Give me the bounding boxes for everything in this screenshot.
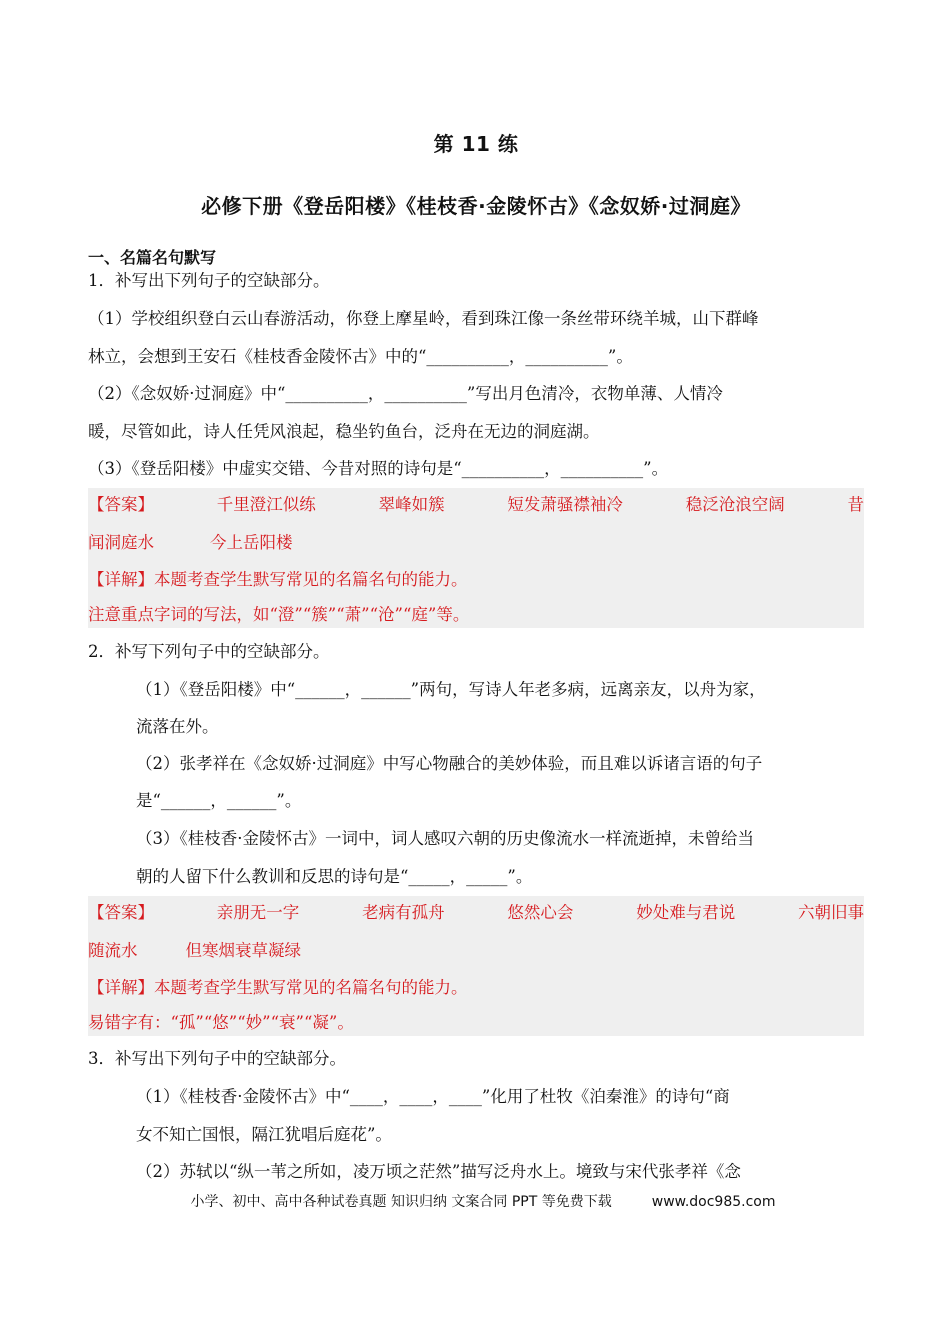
answer-item: 妙处难与君说 [636,903,736,922]
answer-box-2 [88,896,864,1036]
question-3-part-1-cont: 女不知亡国恨，隔江犹唱后庭花”。 [136,1125,392,1144]
question-2-part-2-cont: 是“______，______”。 [136,791,302,810]
detail-label: 【详解】 [88,570,154,589]
detail-label: 【详解】 [88,978,154,997]
answer-item: 翠峰如簇 [378,495,445,514]
answer-item: 今上岳阳楼 [210,533,293,552]
detail-row [88,977,864,999]
detail-text: 本题考查学生默写常见的名篇名句的能力。 [154,978,468,997]
answer-item: 老病有孤舟 [362,903,445,922]
answer-item: 稳泛沧浪空阔 [685,495,785,514]
answer-item: 千里澄江似练 [216,495,316,514]
question-3-part-2: （2）苏轼以“纵一苇之所如，凌万顷之茫然”描写泛舟水上。境致与宋代张孝祥《念 [136,1162,741,1181]
page-footer [88,1191,878,1211]
answer-item: 但寒烟衰草凝绿 [185,941,301,960]
page-subtitle: 必修下册《登岳阳楼》《桂枝香·金陵怀古》《念奴娇·过洞庭》 [201,194,751,218]
detail-note: 注意重点字词的写法，如“澄”“簇”“萧”“沧”“庭”等。 [88,605,470,624]
answer-label: 【答案】 [88,495,154,514]
answer-item: 短发萧骚襟袖冷 [507,495,623,514]
answer-row [88,494,864,516]
question-2-part-3: （3）《桂枝香·金陵怀古》一词中，词人感叹六朝的历史像流水一样流逝掉，未曾给当 [136,829,754,848]
answer-item: 闻洞庭水 [88,533,154,552]
answer-item: 六朝旧事 [797,903,864,922]
question-2-part-1: （1）《登岳阳楼》中“______，______”两句，写诗人年老多病，远离亲友，以舟为家， [136,680,766,699]
question-2-part-3-cont: 朝的人留下什么教训和反思的诗句是“_____，_____”。 [136,867,533,886]
question-3-stem: 3．补写出下列句子中的空缺部分。 [88,1049,346,1068]
page-title: 第 11 练 [433,132,519,156]
answer-row [88,902,864,924]
detail-row [88,569,864,591]
footer-url[interactable]: www.doc985.com [651,1194,776,1210]
answer-row-2 [88,940,864,962]
answer-box-1 [88,488,864,628]
question-2-part-1-cont: 流落在外。 [136,717,219,736]
question-2-stem: 2．补写下列句子中的空缺部分。 [88,642,330,661]
question-1-part-3: （3）《登岳阳楼》中虚实交错、今昔对照的诗句是“__________，__________”。 [88,459,669,478]
question-1-part-2: （2）《念奴娇·过洞庭》中“__________，__________”写出月色清冷，衣物单薄、人情冷 [88,384,723,403]
question-1-part-2-cont: 暖，尽管如此，诗人任凭风浪起，稳坐钓鱼台，泛舟在无边的洞庭湖。 [88,422,600,441]
detail-text: 本题考查学生默写常见的名篇名句的能力。 [154,570,468,589]
section-heading: 一、名篇名句默写 [88,248,217,267]
question-1-stem: 1．补写出下列句子的空缺部分。 [88,271,330,290]
answer-label: 【答案】 [88,903,154,922]
answer-item: 随流水 [88,941,138,960]
answer-item: 亲朋无一字 [216,903,300,922]
question-3-part-1: （1）《桂枝香·金陵怀古》中“____，____，____”化用了杜牧《泊秦淮》的诗句“商 [136,1087,730,1106]
answer-item: 昔 [847,495,864,514]
answer-item: 悠然心会 [507,903,574,922]
footer-text: 小学、初中、高中各种试卷真题 知识归纳 文案合同 PPT 等免费下载 [190,1194,612,1210]
answer-row-2 [88,532,864,554]
question-1-part-1-cont: 林立，会想到王安石《桂枝香金陵怀古》中的“__________，__________”。 [88,347,633,366]
detail-note: 易错字有：“孤”“悠”“妙”“衰”“凝”。 [88,1013,354,1032]
question-1-part-1: （1）学校组织登白云山春游活动，你登上摩星岭，看到珠江像一条丝带环绕羊城，山下群峰 [88,309,759,328]
question-2-part-2: （2）张孝祥在《念奴娇·过洞庭》中写心物融合的美妙体验，而且难以诉诸言语的句子 [136,754,763,773]
